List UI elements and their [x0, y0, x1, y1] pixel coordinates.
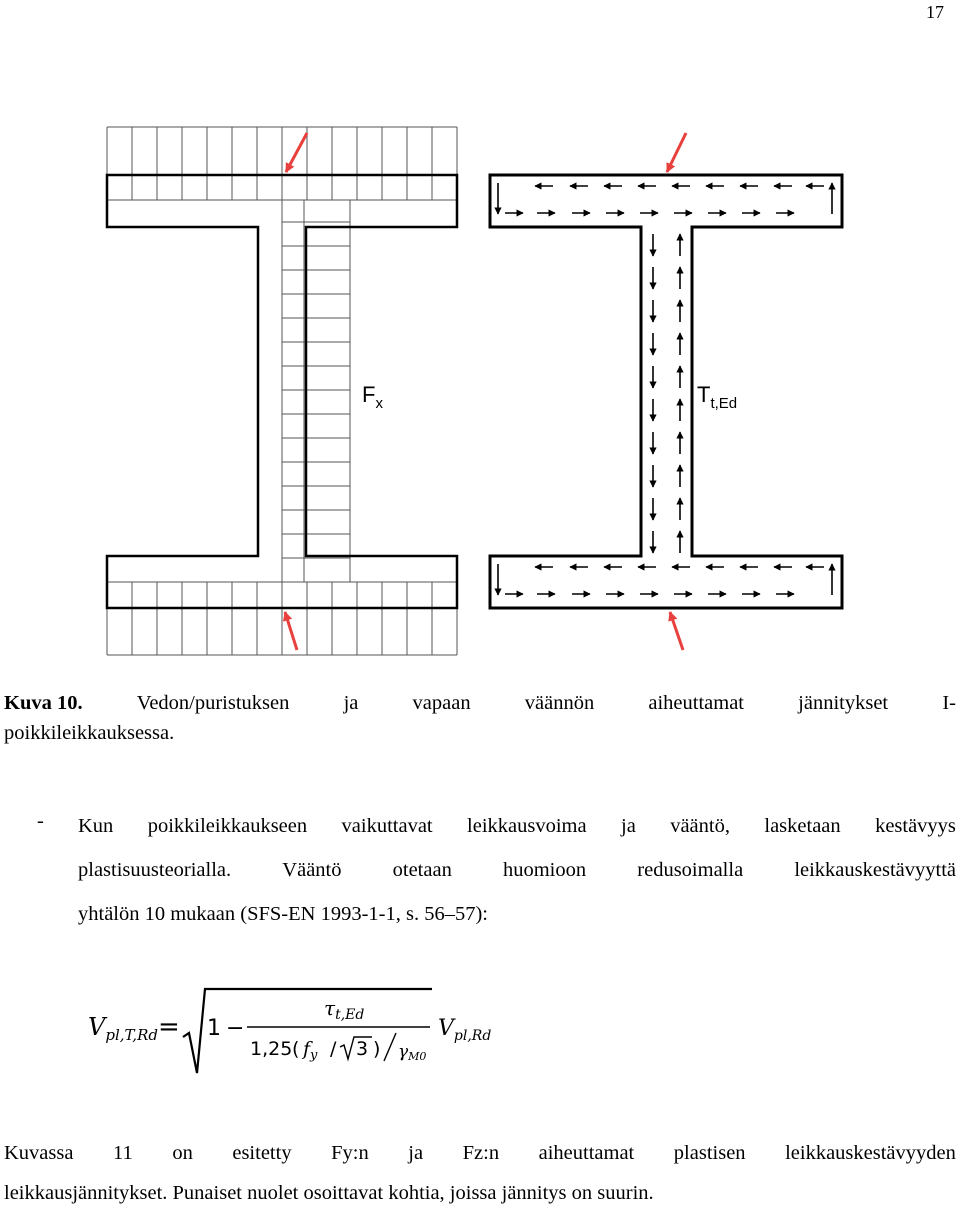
- red-arrow-right-top: [667, 133, 686, 172]
- text-word: lasketaan: [764, 815, 841, 837]
- text-word: leikkauskestävyyttä: [794, 859, 956, 881]
- text-word: Vääntö: [282, 859, 342, 881]
- text-word: poikkileikkaukseen: [147, 815, 308, 837]
- formula-den-paren-open: (: [292, 1038, 300, 1060]
- text-word: aiheuttamat: [538, 1142, 635, 1164]
- formula-one: 1: [207, 1016, 221, 1041]
- formula-equals: =: [158, 1012, 180, 1042]
- text-word: vääntö,: [670, 815, 730, 837]
- red-arrow-right-bottom: [670, 612, 683, 650]
- text-word: Fy:n: [331, 1142, 369, 1164]
- text-word: kestävyys: [875, 815, 956, 837]
- formula-minus: −: [226, 1016, 245, 1041]
- red-arrow-left-bottom: [285, 612, 297, 650]
- text-word: Fz:n: [462, 1142, 500, 1164]
- caption-word: jännitykset: [798, 692, 889, 714]
- text-word: redusoimalla: [637, 859, 744, 881]
- caption-word: ja: [343, 692, 359, 714]
- text-line: leikkausjännitykset. Punaiset nuolet osoittavat kohtia, joissa jännitys on suurin.: [4, 1182, 654, 1204]
- text-word: otetaan: [392, 859, 452, 881]
- caption-word: vapaan: [412, 692, 471, 714]
- caption-label: Kuva 10.: [4, 692, 83, 714]
- i-section-torsion-stress: [490, 133, 842, 650]
- text-word: plastisen: [673, 1142, 746, 1164]
- bullet-line-1: [78, 810, 956, 854]
- text-word: ja: [621, 815, 636, 837]
- formula-lhs: $V_{pl,T,Rd}$: [88, 1013, 158, 1044]
- formula-den-slash: /: [330, 1038, 337, 1060]
- text-word: leikkauskestävyyden: [785, 1142, 956, 1164]
- formula-den-paren-close: ): [373, 1038, 381, 1060]
- i-section-outline-right: [490, 175, 842, 608]
- formula-den-coef: 1,25: [250, 1038, 293, 1060]
- formula-den-big-slash: [384, 1033, 396, 1061]
- paragraph-line-1: [4, 1136, 956, 1176]
- text-word: 11: [113, 1142, 133, 1164]
- text-word: on: [172, 1142, 193, 1164]
- text-word: ja: [408, 1142, 424, 1164]
- formula-den-gamma: γM0: [398, 1042, 427, 1063]
- caption-word: Vedon/puristuksen: [136, 692, 290, 714]
- paragraph: [4, 1136, 956, 1216]
- paragraph-line-2: [4, 1176, 956, 1216]
- caption-word: I-: [942, 692, 956, 714]
- text-word: plastisuusteorialla.: [78, 859, 232, 881]
- formula-rhs: $V_{pl,Rd}$: [438, 1016, 492, 1044]
- bullet-line-3: [78, 898, 956, 942]
- text-line: yhtälön 10 mukaan (SFS-EN 1993-1-1, s. 56–57):: [78, 903, 488, 925]
- text-word: huomioon: [502, 859, 587, 881]
- figure-caption: [4, 682, 956, 754]
- text-word: Kun: [78, 815, 114, 837]
- text-word: esitetty: [232, 1142, 292, 1164]
- page-number: 17: [926, 2, 944, 22]
- i-section-normal-stress: [107, 127, 457, 655]
- bullet-dash: -: [37, 810, 44, 832]
- caption-word: väännön: [524, 692, 595, 714]
- equation-10: [0, 975, 520, 1085]
- bullet-line-2: [78, 854, 956, 898]
- torsion-label-tted: $T_{t,Ed}$: [697, 382, 738, 412]
- caption-word: aiheuttamat: [648, 692, 744, 714]
- red-arrow-left-top: [286, 133, 307, 172]
- formula-numerator: $\tau_{t,Ed}$: [324, 996, 365, 1023]
- text-word: Kuvassa: [4, 1142, 74, 1164]
- normal-stress-grid: [107, 127, 457, 655]
- shear-flow-arrows: [498, 183, 832, 595]
- web-stress-block: [282, 200, 350, 582]
- formula-den-fy: $f_y$: [303, 1038, 318, 1063]
- formula-den-three: 3: [356, 1038, 369, 1060]
- text-word: leikkausvoima: [467, 815, 587, 837]
- force-label-fx: $F_x$: [362, 382, 383, 412]
- text-word: vaikuttavat: [341, 815, 433, 837]
- caption-line-2: poikkileikkauksessa.: [4, 722, 175, 744]
